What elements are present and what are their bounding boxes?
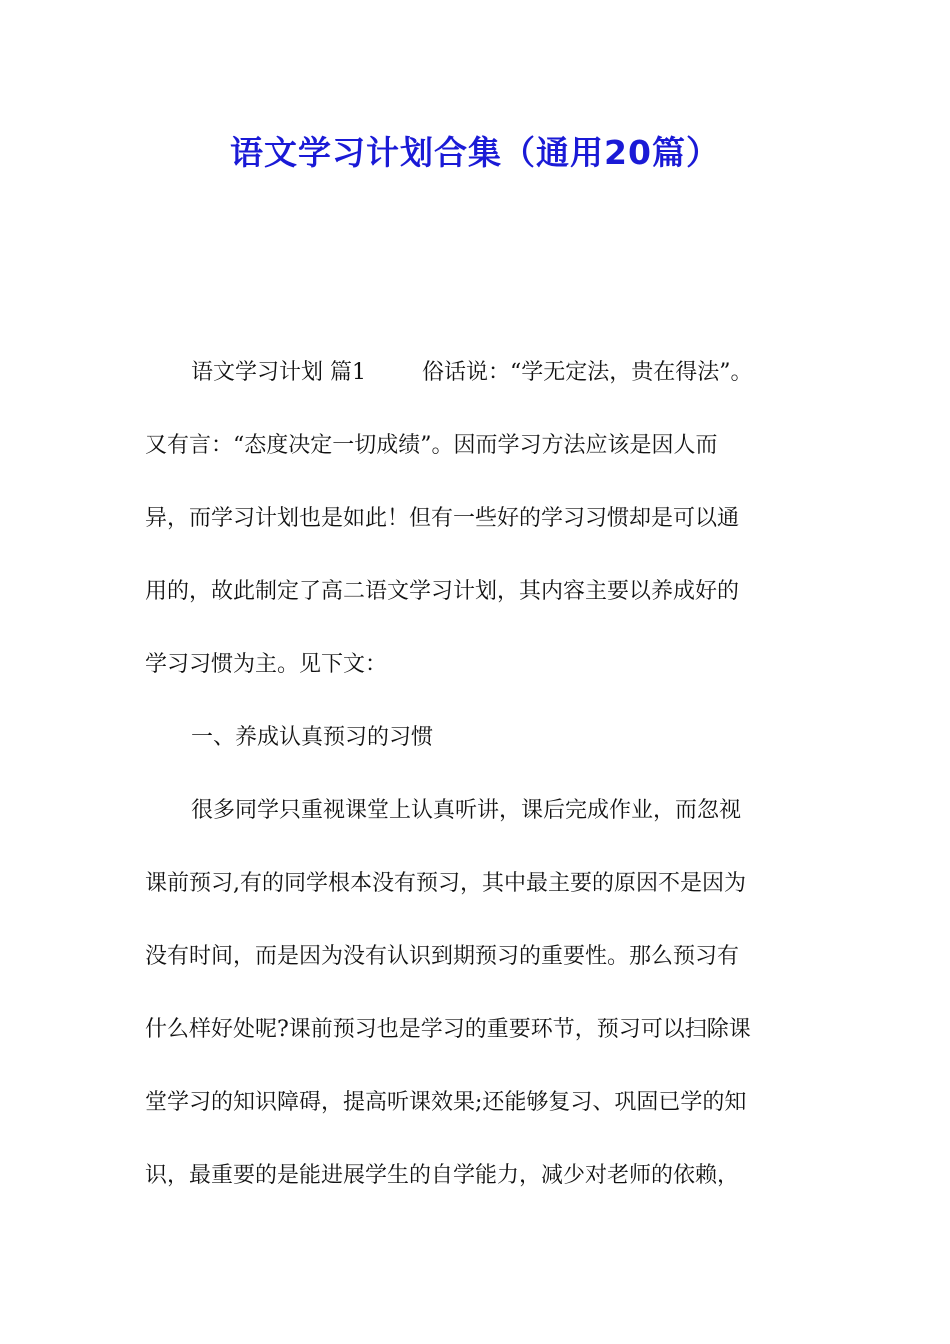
paragraph-line: 课前预习,有的同学根本没有预习，其中最主要的原因不是因为 <box>145 871 746 896</box>
paragraph-line: 又有言：“态度决定一切成绩”。因而学习方法应该是因人而 <box>145 433 718 458</box>
paragraph-line: 学习习惯为主。见下文： <box>145 652 388 677</box>
paragraph-line: 识，最重要的是能进展学生的自学能力，减少对老师的依赖， <box>145 1163 740 1188</box>
paragraph-line: 很多同学只重视课堂上认真听讲，课后完成作业，而忽视 <box>191 798 742 823</box>
paragraph-line: 用的，故此制定了高二语文学习计划，其内容主要以养成好的 <box>145 579 740 604</box>
document-body <box>145 336 815 1212</box>
paragraph-line <box>145 336 815 409</box>
paragraph-line: 什么样好处呢?课前预习也是学习的重要环节，预习可以扫除课 <box>145 1017 751 1042</box>
paragraph-text: 俗话说：“学无定法，贵在得法”。 <box>422 360 753 385</box>
paragraph-line: 异，而学习计划也是如此！但有一些好的学习习惯却是可以通 <box>145 506 740 531</box>
document-title: 语文学习计划合集（通用20篇） <box>230 133 720 172</box>
paragraph-line: 堂学习的知识障碍，提高听课效果;还能够复习、巩固已学的知 <box>145 1090 747 1115</box>
subheading-line: 一、养成认真预习的习惯 <box>191 725 434 750</box>
paragraph-line: 没有时间，而是因为没有认识到期预习的重要性。那么预习有 <box>145 944 740 969</box>
section-heading: 语文学习计划 篇1 <box>191 360 366 385</box>
